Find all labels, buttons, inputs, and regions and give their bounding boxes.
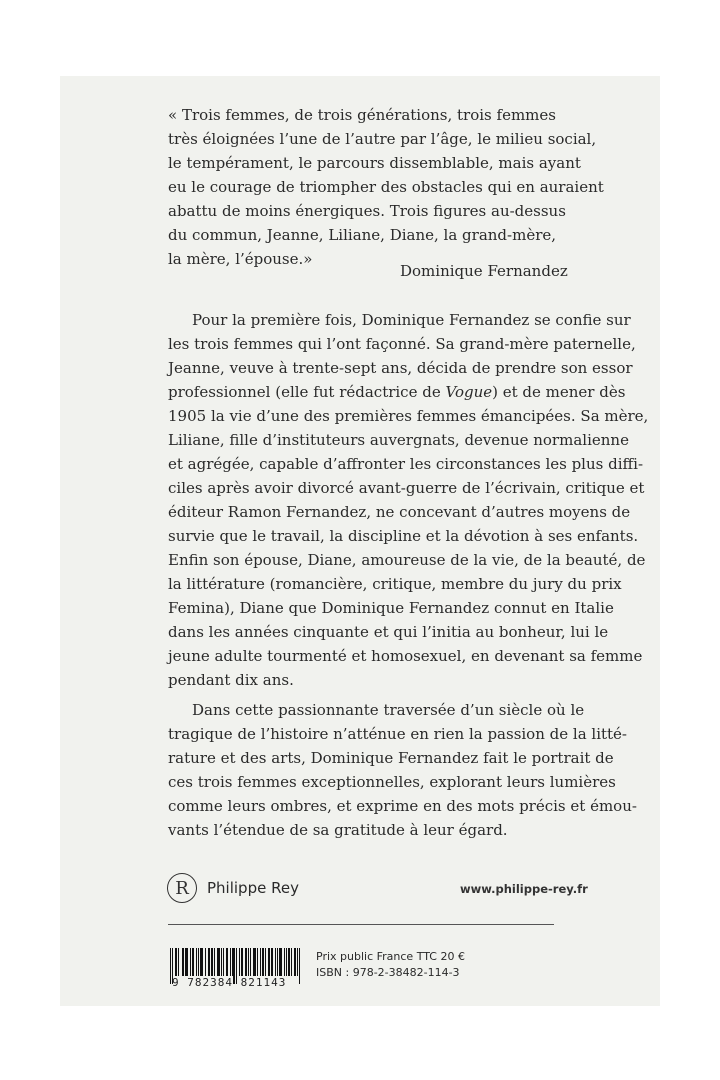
text-line [168,380,626,404]
text-line: tragique de l’histoire n’atténue en rien la passion de la litté- [168,725,627,743]
text-line: rature et des arts, Dominique Fernandez fait le portrait de [168,749,614,767]
text-line: les trois femmes qui l’ont façonné. Sa grand-mère paternelle, [168,335,636,353]
magazine-title: Vogue [445,383,493,401]
text-line: Enfin son épouse, Diane, amoureuse de la vie, de la beauté, de [168,551,646,569]
quote-line: « Trois femmes, de trois générations, trois femmes [168,106,556,124]
text-line: Femina), Diane que Dominique Fernandez connut en Italie [168,599,614,617]
publisher-logo [167,873,299,903]
text-line: Pour la première fois, Dominique Fernandez se confie sur [192,311,631,329]
text-segment: professionnel (elle fut rédactrice de [168,383,446,401]
text-segment: ) et de mener dès [492,383,626,401]
publisher-name: Philippe Rey [207,879,299,897]
text-line: la littérature (romancière, critique, membre du jury du prix [168,575,622,593]
text-line: comme leurs ombres, et exprime en des mots précis et émou- [168,797,637,815]
blurb-paragraph-1 [168,308,649,692]
quote-line: le tempérament, le parcours dissemblable, mais ayant [168,154,581,172]
quote-line: abattu de moins énergiques. Trois figures au-dessus [168,202,566,220]
isbn: ISBN : 978-2-38482-114-3 [316,966,460,979]
quote-block [168,103,608,271]
quote-line: très éloignées l’une de l’autre par l’âge, le milieu social, [168,130,597,148]
text-line: survie que le travail, la discipline et la dévotion à ses enfants. [168,527,639,545]
barcode-digits: 9 782384 821143 [172,976,287,989]
text-line: vants l’étendue de sa gratitude à leur égard. [168,821,508,839]
text-line: ciles après avoir divorcé avant-guerre de l’écrivain, critique et [168,479,645,497]
quote-line: eu le courage de triompher des obstacles qui en auraient [168,178,604,196]
quote-line: du commun, Jeanne, Liliane, Diane, la grand-mère, [168,226,557,244]
quote-author: Dominique Fernandez [400,262,568,280]
divider [168,924,554,925]
text-line: et agrégée, capable d’affronter les circonstances les plus diffi- [168,455,644,473]
barcode-icon [170,948,304,1000]
text-line: jeune adulte tourmenté et homosexuel, en devenant sa femme [168,647,643,665]
text-line: Liliane, fille d’instituteurs auvergnats, devenue normalienne [168,431,629,449]
quote-line: la mère, l’épouse.» [168,250,313,268]
text-line: éditeur Ramon Fernandez, ne concevant d’autres moyens de [168,503,631,521]
text-line: dans les années cinquante et qui l’initia au bonheur, lui le [168,623,609,641]
publisher-monogram-icon: R [167,873,197,903]
text-line: pendant dix ans. [168,671,294,689]
blurb [168,308,649,842]
text-line: ces trois femmes exceptionnelles, explorant leurs lumières [168,773,616,791]
publisher-website: www.philippe-rey.fr [460,882,588,896]
text-line: 1905 la vie d’une des premières femmes émancipées. Sa mère, [168,407,649,425]
book-back-cover [60,76,660,1006]
blurb-paragraph-2 [168,698,637,842]
text-line: Jeanne, veuve à trente-sept ans, décida de prendre son essor [168,359,633,377]
public-price: Prix public France TTC 20 € [316,950,465,963]
text-line: Dans cette passionnante traversée d’un siècle où le [192,701,585,719]
price-isbn-block [316,949,465,981]
